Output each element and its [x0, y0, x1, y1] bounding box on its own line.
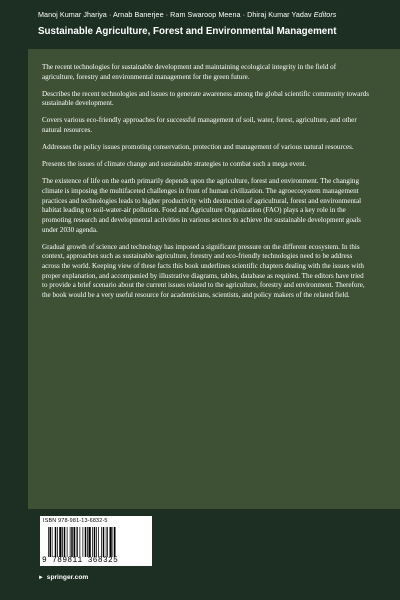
author-line: [38, 10, 336, 19]
summary-paragraph-1: The existence of life on the earth primarily depends upon the agriculture, forest and environment. The changing climate is imposing the multifaceted challenges in front of human civilization. The agroecosystem management practices and technologies leads to higher productivity with destruction of agricultural, forest and environmental habitat leading to soil-water-air pollution. Food and Agriculture Organization (FAO) plays a key role in the promoting research and developmental activities in various sectors to achieve the sustainable development goals under 2030 agenda.: [42, 177, 362, 234]
highlight-3: Covers various eco-friendly approaches for successful management of soil, water, forest, agriculture, and other natural resources.: [42, 116, 357, 135]
editors-role: Editors: [313, 10, 337, 19]
isbn-barcode: [40, 516, 152, 566]
highlight-1: The recent technologies for sustainable development and maintaining ecological integrity in the field of agriculture, forestry and environmental management for the green future.: [42, 63, 337, 81]
isbn-label: ISBN 978-981-13-6832-5: [43, 518, 108, 524]
highlight-2: Describes the recent technologies and issues to generate awareness among the global scientific community towards sustainable development.: [42, 89, 369, 108]
arrow-right-icon: ►: [38, 575, 44, 581]
highlight-5: Presents the issues of climate change and sustainable strategies to combat such a mega event.: [42, 160, 307, 169]
description-text: [42, 63, 370, 308]
highlight-4: Addresses the policy issues promoting conservation, protection and management of various natural resources.: [42, 143, 354, 152]
barcode-digits: 9 789811 368325: [42, 557, 119, 565]
summary-paragraph-2: Gradual growth of science and technology has imposed a significant pressure on the different ecosystem. In this context, approaches such as sustainable agriculture, forestry and eco-friendly technologies need to be address across the world. Keeping view of these facts this book underlines scientific chapters dealing with the issues with proper explanation, and accompanied by illustrative diagrams, tables, database as required. The editors have tried to provide a brief scenario about the current issues related to the agriculture, forestry and environment. Therefore, the book would be a very useful resource for academicians, scientists, and policy makers of the related field.: [42, 242, 365, 300]
authors-names: Manoj Kumar Jhariya · Arnab Banerjee · Ram Swaroop Meena · Dhiraj Kumar Yadav: [38, 10, 312, 19]
publisher-url: springer.com: [46, 574, 89, 581]
book-title: Sustainable Agriculture, Forest and Environmental Management: [38, 26, 337, 37]
barcode-bars: [48, 527, 146, 557]
publisher-link[interactable]: [38, 574, 88, 581]
cover-header: [0, 0, 400, 47]
